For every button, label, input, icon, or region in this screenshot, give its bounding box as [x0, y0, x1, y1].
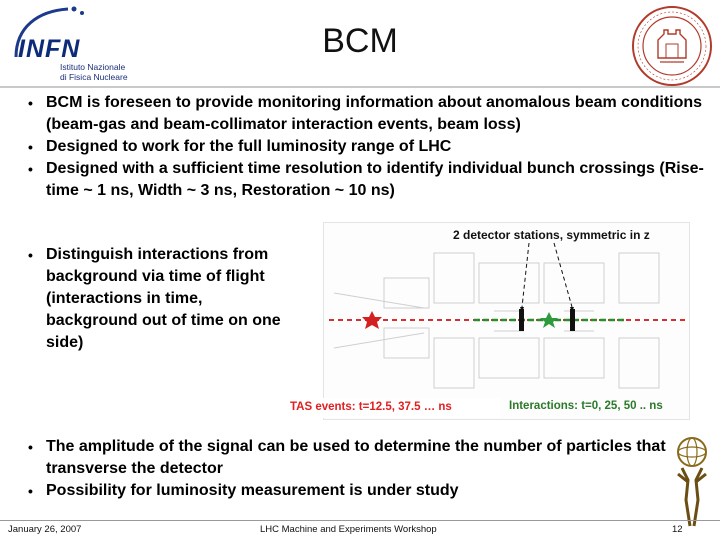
atlas-figure-icon	[668, 430, 716, 530]
slide-title: BCM	[322, 22, 398, 60]
footer-divider	[0, 520, 720, 521]
bullet-item: • Distinguish interactions from background via time of flight (interactions in time, background out of time on one side)	[28, 244, 288, 354]
title-divider	[0, 86, 720, 88]
interactions-label: Interactions: t=0, 25, 50 .. ns	[509, 400, 663, 412]
infn-wordmark: INFN	[18, 35, 81, 63]
bullet-item: • Possibility for luminosity measurement is under study	[28, 480, 678, 502]
bullet-item: • Designed to work for the full luminosity range of LHC	[28, 136, 708, 158]
infn-name-line2: di Fisica Nucleare	[60, 72, 128, 82]
bullet-list-top	[28, 92, 708, 202]
bullet-item: • BCM is foreseen to provide monitoring information about anomalous beam conditions (beam-gas and beam-collimator interaction events, beam loss)	[28, 92, 708, 136]
university-seal-icon	[630, 4, 714, 88]
detector-layout-figure	[323, 222, 690, 420]
detector-schematic-icon	[324, 223, 691, 421]
bullet-item: • Designed with a sufficient time resolution to identify individual bunch crossings (Rise-time ~ 1 ns, Width ~ 3 ns, Restoration ~ 10 ns)	[28, 158, 708, 202]
bullet-list-middle	[28, 244, 288, 354]
footer-event: LHC Machine and Experiments Workshop	[260, 524, 437, 535]
page-number: 12	[672, 524, 683, 535]
footer-date: January 26, 2007	[8, 524, 82, 535]
figure-caption: 2 detector stations, symmetric in z	[453, 228, 650, 242]
bullet-item: • The amplitude of the signal can be used to determine the number of particles that transverse the detector	[28, 436, 678, 480]
infn-name-line1: Istituto Nazionale	[60, 62, 126, 72]
tas-events-label: TAS events: t=12.5, 37.5 … ns	[286, 398, 500, 418]
bullet-list-bottom	[28, 436, 678, 502]
